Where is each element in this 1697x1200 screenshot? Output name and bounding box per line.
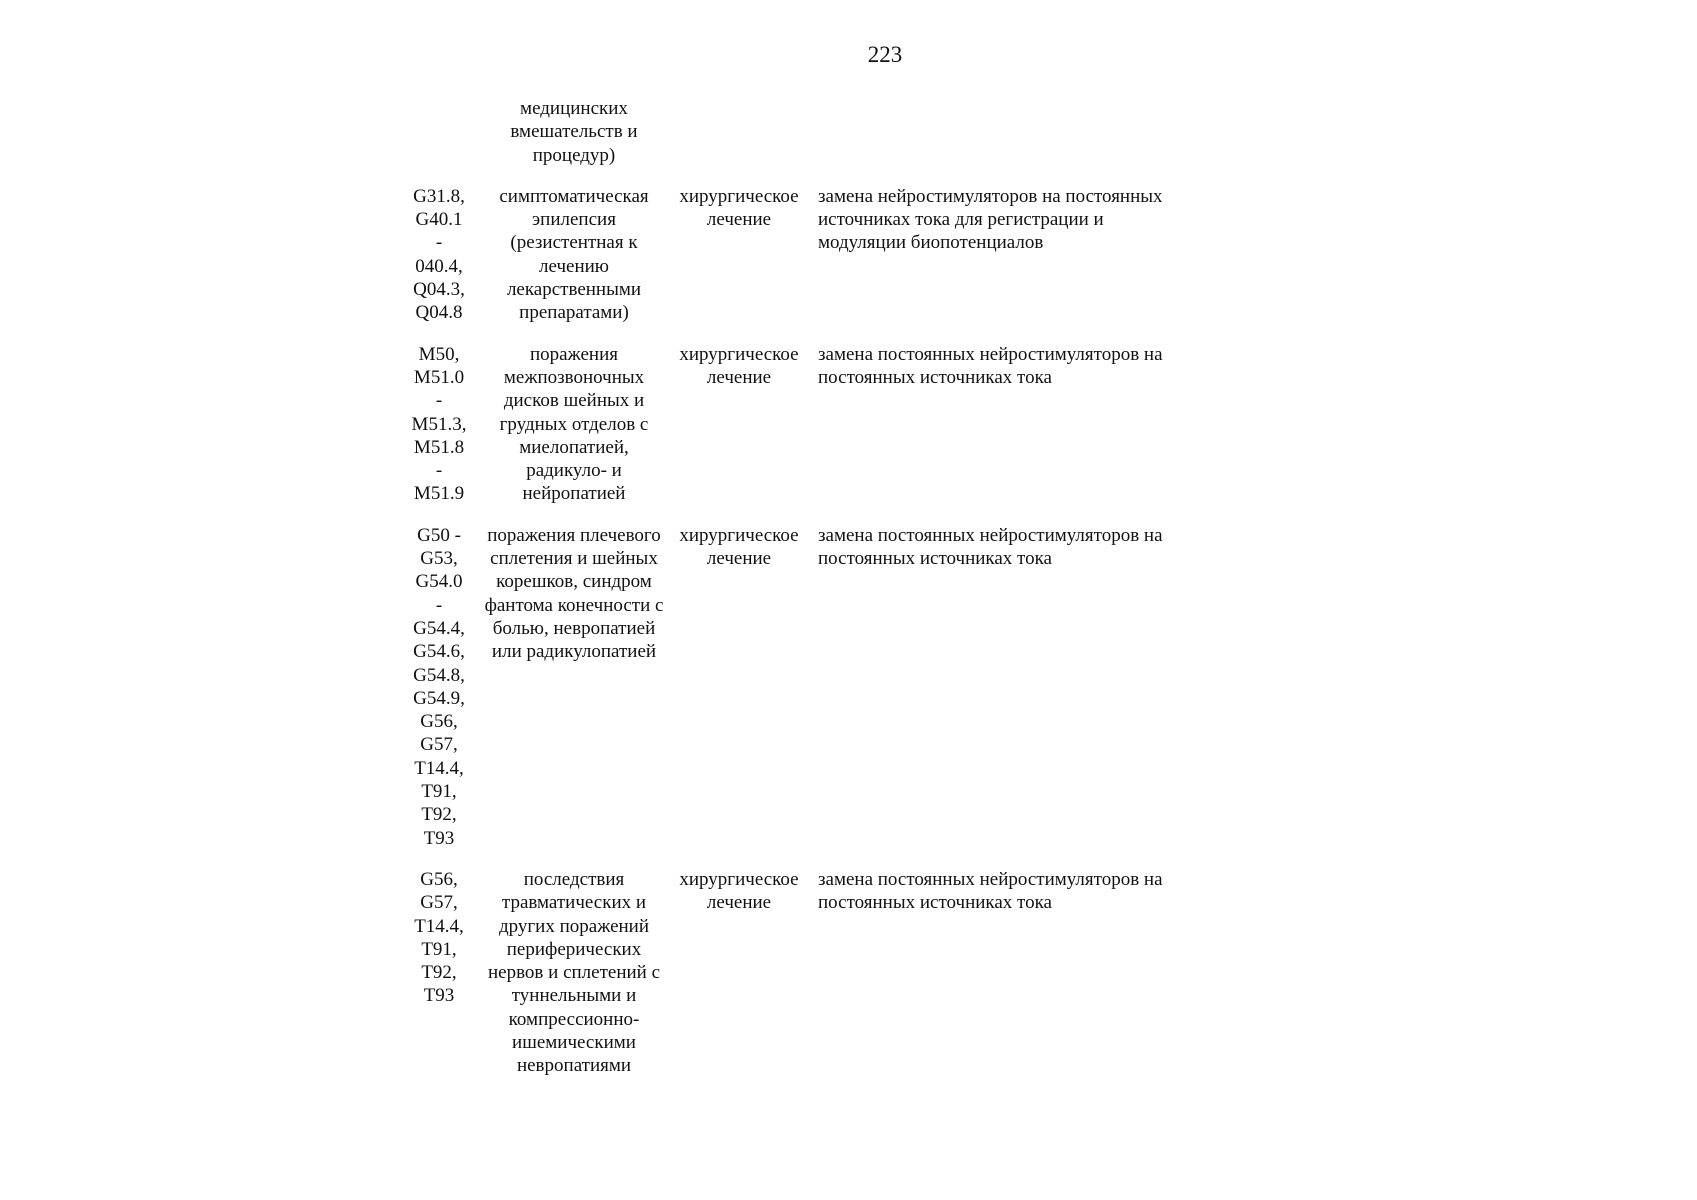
- table-row: [404, 868, 1224, 1078]
- diagnosis-text-line: болью, невропатией: [492, 617, 656, 639]
- code-text-line: G54.6,: [413, 641, 465, 663]
- code-text-line: T91,: [421, 781, 457, 803]
- treatment-method-cell: [808, 868, 1208, 915]
- treatment-method-cell: [808, 185, 1208, 255]
- diagnosis-text-line: медицинских: [520, 98, 628, 119]
- diagnosis-text-line: поражения: [530, 343, 618, 365]
- code-text-line: G56,: [420, 711, 458, 733]
- treatment-type-cell: [670, 343, 808, 390]
- diagnosis-text-line: лекарственными: [506, 279, 642, 301]
- treatment-table: [404, 97, 1224, 1078]
- code-text-line: M51.0: [413, 366, 465, 388]
- diagnosis-text-line: радикуло- и: [526, 460, 622, 482]
- table-row: [404, 97, 1224, 167]
- code-text-line: T93: [423, 827, 455, 849]
- code-text-line: Q04.3,: [413, 279, 465, 301]
- treatment-type-cell: [670, 868, 808, 915]
- diagnosis-code-cell: [404, 868, 474, 1008]
- code-text-line: T14.4,: [414, 915, 464, 937]
- diagnosis-text-line: невропатиями: [516, 1055, 632, 1077]
- code-text-line: T91,: [421, 938, 457, 960]
- diagnosis-text-line: компрессионно-: [508, 1008, 640, 1030]
- diagnosis-text-line: ишемическими: [512, 1031, 636, 1053]
- diagnosis-text-line: фантома конечности с: [484, 594, 664, 616]
- diagnosis-cell: [474, 185, 670, 325]
- diagnosis-text-line: периферических: [506, 938, 642, 960]
- code-text-line: 040.4,: [415, 255, 463, 277]
- diagnosis-code-cell: [404, 185, 474, 325]
- diagnosis-text-line: туннельными и: [511, 985, 637, 1007]
- page-number: 223: [867, 42, 903, 67]
- code-text-line: T92,: [421, 804, 457, 826]
- table-row: [404, 524, 1224, 850]
- method-text-line: замена постоянных нейростимуляторов на: [818, 868, 1163, 890]
- diagnosis-text-line: или радикулопатией: [491, 641, 657, 663]
- code-text-line: G57,: [420, 734, 458, 756]
- table-row: [404, 185, 1224, 325]
- code-text-line: G54.4,: [413, 617, 465, 639]
- code-text-line: M50,: [418, 343, 460, 365]
- treatment-type-text-line: лечение: [706, 548, 772, 570]
- method-text-line: замена нейростимуляторов на постоянных: [818, 185, 1163, 207]
- treatment-type-text-line: хирургическое: [679, 524, 799, 546]
- method-text-line: постоянных источниках тока: [818, 548, 1052, 570]
- treatment-type-text-line: лечение: [706, 209, 772, 231]
- treatment-type-cell: [670, 524, 808, 571]
- treatment-method-cell: [808, 343, 1208, 390]
- code-text-line: Q04.8: [415, 302, 463, 324]
- code-text-line: G57,: [420, 892, 458, 914]
- method-text-line: постоянных источниках тока: [818, 892, 1052, 914]
- diagnosis-cell: [474, 868, 670, 1078]
- diagnosis-code-cell: [404, 343, 474, 506]
- diagnosis-text-line: поражения плечевого: [487, 524, 661, 546]
- table-row: [404, 343, 1224, 506]
- diagnosis-text-line: других поражений: [498, 915, 650, 937]
- diagnosis-text-line: сплетения и шейных: [490, 548, 658, 570]
- method-text-line: постоянных источниках тока: [818, 366, 1052, 388]
- diagnosis-cell: [474, 524, 670, 664]
- code-text-line: G50 -: [417, 524, 461, 546]
- diagnosis-text-line: эпилепсия: [532, 209, 616, 231]
- code-text-line: -: [435, 390, 443, 412]
- diagnosis-code-cell: [404, 524, 474, 850]
- code-text-line: G56,: [420, 868, 458, 890]
- diagnosis-text-line: процедур): [532, 144, 616, 166]
- treatment-type-text-line: хирургическое: [679, 343, 799, 365]
- code-text-line: G40.1: [415, 209, 463, 231]
- code-text-line: M51.8: [413, 436, 465, 458]
- code-text-line: M51.3,: [411, 413, 467, 435]
- code-text-line: M51.9: [413, 483, 465, 505]
- treatment-type-text-line: хирургическое: [679, 868, 799, 890]
- treatment-type-text-line: лечение: [706, 892, 772, 914]
- treatment-type-cell: [670, 185, 808, 232]
- diagnosis-text-line: нервов и сплетений с: [487, 962, 661, 984]
- code-text-line: G54.8,: [413, 664, 465, 686]
- code-text-line: G31.8,: [413, 185, 465, 207]
- diagnosis-text-line: вмешательств и: [510, 121, 638, 143]
- diagnosis-text-line: корешков, синдром: [496, 571, 652, 593]
- diagnosis-text-line: грудных отделов с: [499, 413, 649, 435]
- code-text-line: -: [435, 594, 443, 616]
- method-text-line: замена постоянных нейростимуляторов на: [818, 343, 1163, 365]
- diagnosis-text-line: последствия: [523, 868, 625, 890]
- method-text-line: источниках тока для регистрации и: [818, 209, 1104, 231]
- code-text-line: G53,: [420, 548, 458, 570]
- diagnosis-text-line: препаратами): [519, 302, 629, 324]
- diagnosis-text-line: симптоматическая: [499, 185, 649, 207]
- code-text-line: -: [435, 460, 443, 482]
- code-text-line: G54.9,: [413, 687, 465, 709]
- treatment-method-cell: [808, 524, 1208, 571]
- diagnosis-text-line: нейропатией: [522, 483, 626, 505]
- diagnosis-text-line: межпозвоночных: [503, 366, 645, 388]
- treatment-type-text-line: лечение: [706, 366, 772, 388]
- method-text-line: модуляции биопотенциалов: [818, 232, 1044, 254]
- diagnosis-text-line: (резистентная к: [510, 232, 638, 254]
- diagnosis-cell: [474, 97, 670, 167]
- code-text-line: T92,: [421, 962, 457, 984]
- code-text-line: G54.0: [415, 571, 463, 593]
- diagnosis-cell: [474, 343, 670, 506]
- diagnosis-text-line: лечению: [539, 255, 609, 277]
- code-text-line: -: [435, 232, 443, 254]
- code-text-line: T14.4,: [414, 757, 464, 779]
- diagnosis-text-line: дисков шейных и: [503, 390, 645, 412]
- diagnosis-text-line: травматических и: [501, 892, 647, 914]
- treatment-type-text-line: хирургическое: [679, 185, 799, 207]
- code-text-line: T93: [423, 985, 455, 1007]
- method-text-line: замена постоянных нейростимуляторов на: [818, 524, 1163, 546]
- diagnosis-text-line: миелопатией,: [519, 436, 629, 458]
